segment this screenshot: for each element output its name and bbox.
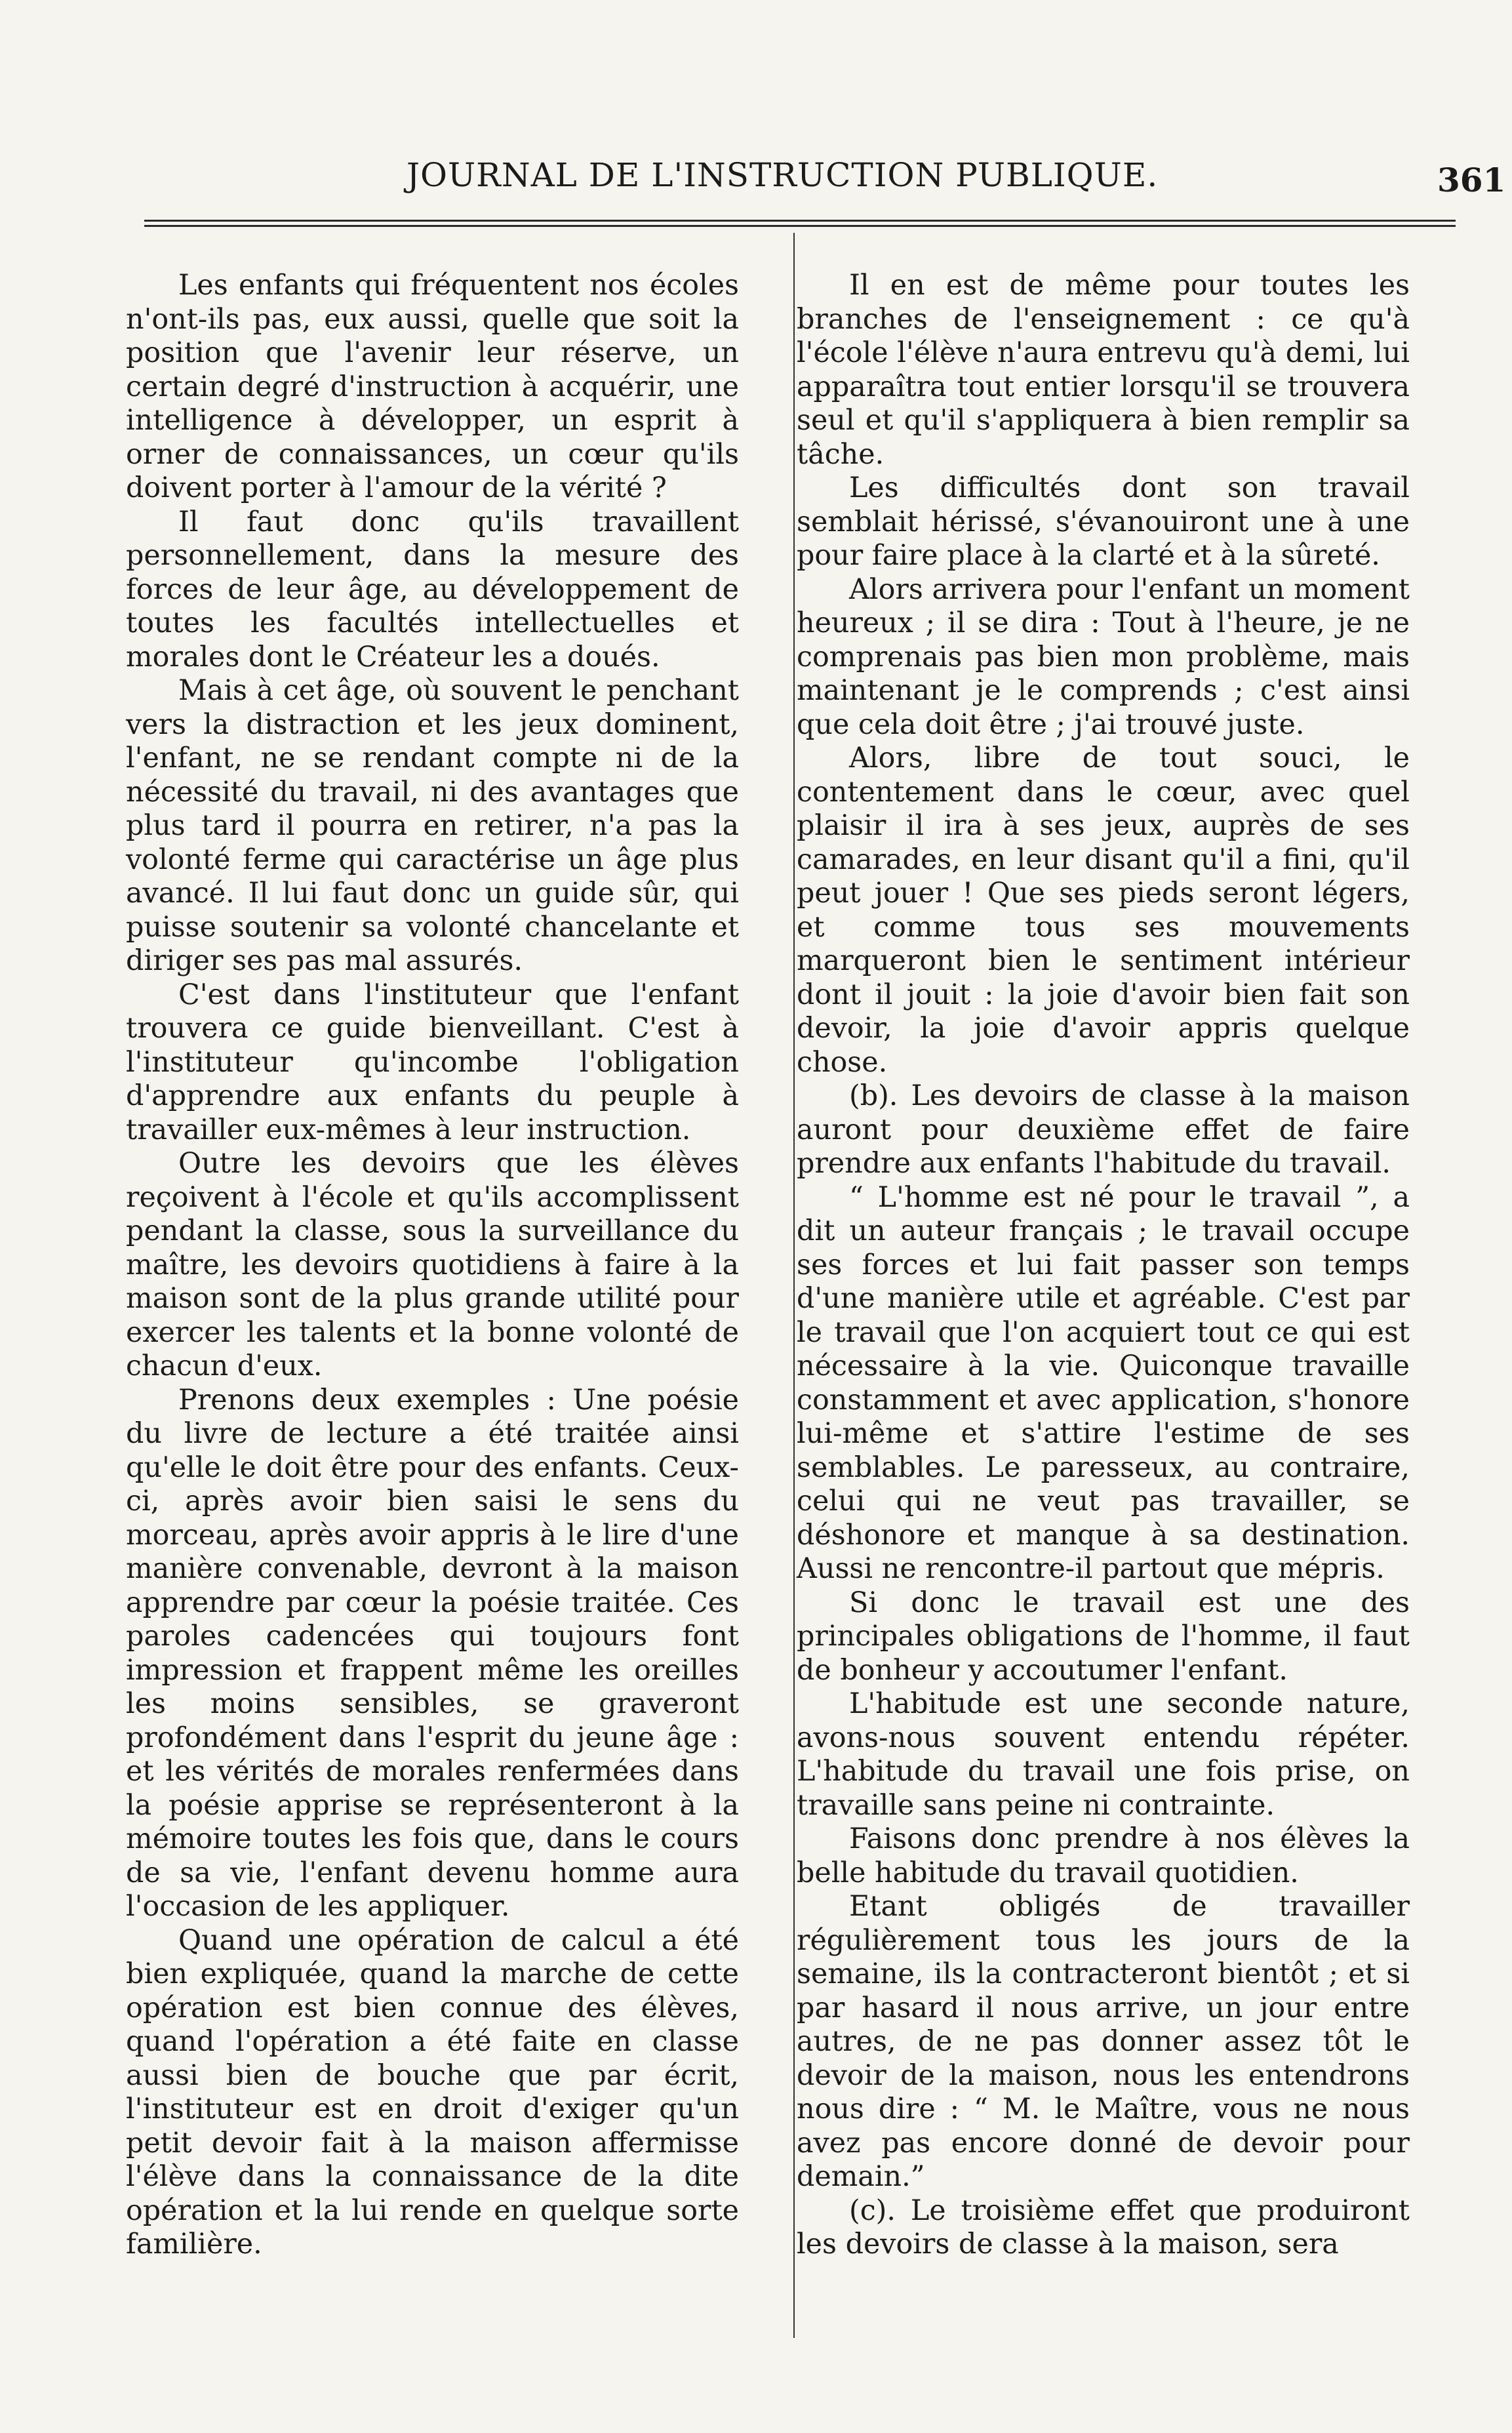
paragraph: Quand une opération de calcul a été bien expliquée, quand la marche de cette opération est bien connue des élèves, quand l'opération a été faite en classe aussi bien de bouche que par écrit, l'instituteur est en droit d'exiger qu'un petit devoir fait à la maison affermisse l'élève dans la connaissance de la dite opération et la lui rende en quelque sorte familière. <box>126 1923 739 2261</box>
paragraph: Outre les devoirs que les élèves reçoivent à l'école et qu'ils accomplissent pendant la classe, sous la surveillance du maître, les devoirs quotidiens à faire à la maison sont de la plus grande utilité pour exercer les talents et la bonne volonté de chacun d'eux. <box>126 1147 739 1382</box>
left-column <box>126 269 739 2262</box>
paragraph: Il faut donc qu'ils travaillent personnellement, dans la mesure des forces de leur âge, au développement de toutes les facultés intellectuelles et morales dont le Créateur les a doués. <box>126 505 739 674</box>
paragraph: Prenons deux exemples : Une poésie du livre de lecture a été traitée ainsi qu'elle le doit être pour des enfants. Ceux-ci, après avoir bien saisi le sens du morceau, après avoir appris à le lire d'une manière convenable, devront à la maison apprendre par cœur la poésie traitée. Ces paroles cadencées qui toujours font impression et frappent même les oreilles les moins sensibles, se graveront profondément dans l'esprit du jeune âge : et les vérités de morales renfermées dans la poésie apprise se représenteront à la mémoire toutes les fois que, dans le cours de sa vie, l'enfant devenu homme aura l'occasion de les appliquer. <box>126 1383 739 1923</box>
paragraph: C'est dans l'instituteur que l'enfant trouvera ce guide bienveillant. C'est à l'instituteur qu'incombe l'obligation d'apprendre aux enfants du peuple à travailler eux-mêmes à leur instruction. <box>126 978 739 1146</box>
column-divider <box>793 233 795 2338</box>
paragraph: Mais à cet âge, où souvent le penchant vers la distraction et les jeux dominent, l'enfant, ne se rendant compte ni de la nécessité du travail, ni des avantages que plus tard il pourra en retirer, n'a pas la volonté ferme qui caractérise un âge plus avancé. Il lui faut donc un guide sûr, qui puisse soutenir sa volonté chancelante et diriger ses pas mal assurés. <box>126 674 739 977</box>
paragraph: L'habitude est une seconde nature, avons-nous souvent entendu répéter. L'habitude du travail une fois prise, on travaille sans peine ni contrainte. <box>797 1687 1410 1822</box>
paragraph: Faisons donc prendre à nos élèves la belle habitude du travail quotidien. <box>797 1822 1410 1889</box>
running-header-title: JOURNAL DE L'INSTRUCTION PUBLIQUE. <box>407 156 1159 194</box>
paragraph: Alors arrivera pour l'enfant un moment heureux ; il se dira : Tout à l'heure, je ne comprenais pas bien mon problème, mais maintenant je le comprends ; c'est ainsi que cela doit être ; j'ai trouvé juste. <box>797 573 1410 741</box>
page-number: 361 <box>1437 161 1506 199</box>
paragraph: (b). Les devoirs de classe à la maison auront pour deuxième effet de faire prendre aux enfants l'habitude du travail. <box>797 1079 1410 1180</box>
right-column <box>797 269 1410 2262</box>
paragraph: “ L'homme est né pour le travail ”, a dit un auteur français ; le travail occupe ses forces et lui fait passer son temps d'une manière utile et agréable. C'est par le travail que l'on acquiert tout ce qui est nécessaire à la vie. Quiconque travaille constamment et avec application, s'honore lui-même et s'attire l'estime de ses semblables. Le paresseux, au contraire, celui qui ne veut pas travailler, se déshonore et manque à sa destination. Aussi ne rencontre-il partout que mépris. <box>797 1180 1410 1585</box>
paragraph: (c). Le troisième effet que produiront les devoirs de classe à la maison, sera <box>797 2194 1410 2261</box>
paragraph: Les enfants qui fréquentent nos écoles n'ont-ils pas, eux aussi, quelle que soit la position que l'avenir leur réserve, un certain degré d'instruction à acquérir, une intelligence à développer, un esprit à orner de connaissances, un cœur qu'ils doivent porter à l'amour de la vérité ? <box>126 269 739 504</box>
paragraph: Alors, libre de tout souci, le contentement dans le cœur, avec quel plaisir il ira à ses jeux, auprès de ses camarades, en leur disant qu'il a fini, qu'il peut jouer ! Que ses pieds seront légers, et comme tous ses mouvements marqueront bien le sentiment intérieur dont il jouit : la joie d'avoir bien fait son devoir, la joie d'avoir appris quelque chose. <box>797 742 1410 1079</box>
header-rule-bottom <box>144 225 1456 227</box>
paragraph: Les difficultés dont son travail semblait hérissé, s'évanouiront une à une pour faire place à la clarté et à la sûreté. <box>797 472 1410 572</box>
paragraph: Etant obligés de travailler régulièrement tous les jours de la semaine, ils la contracteront bientôt ; et si par hasard il nous arrive, un jour entre autres, de ne pas donner assez tôt le devoir de la maison, nous les entendrons nous dire : “ M. le Maître, vous ne nous avez pas encore donné de devoir pour demain.” <box>797 1890 1410 2193</box>
paragraph: Il en est de même pour toutes les branches de l'enseignement : ce qu'à l'école l'élève n'aura entrevu qu'à demi, lui apparaîtra tout entier lorsqu'il se trouvera seul et qu'il s'appliquera à bien remplir sa tâche. <box>797 269 1410 471</box>
header-rule-top <box>144 220 1456 222</box>
paragraph: Si donc le travail est une des principales obligations de l'homme, il faut de bonheur y accoutumer l'enfant. <box>797 1586 1410 1687</box>
